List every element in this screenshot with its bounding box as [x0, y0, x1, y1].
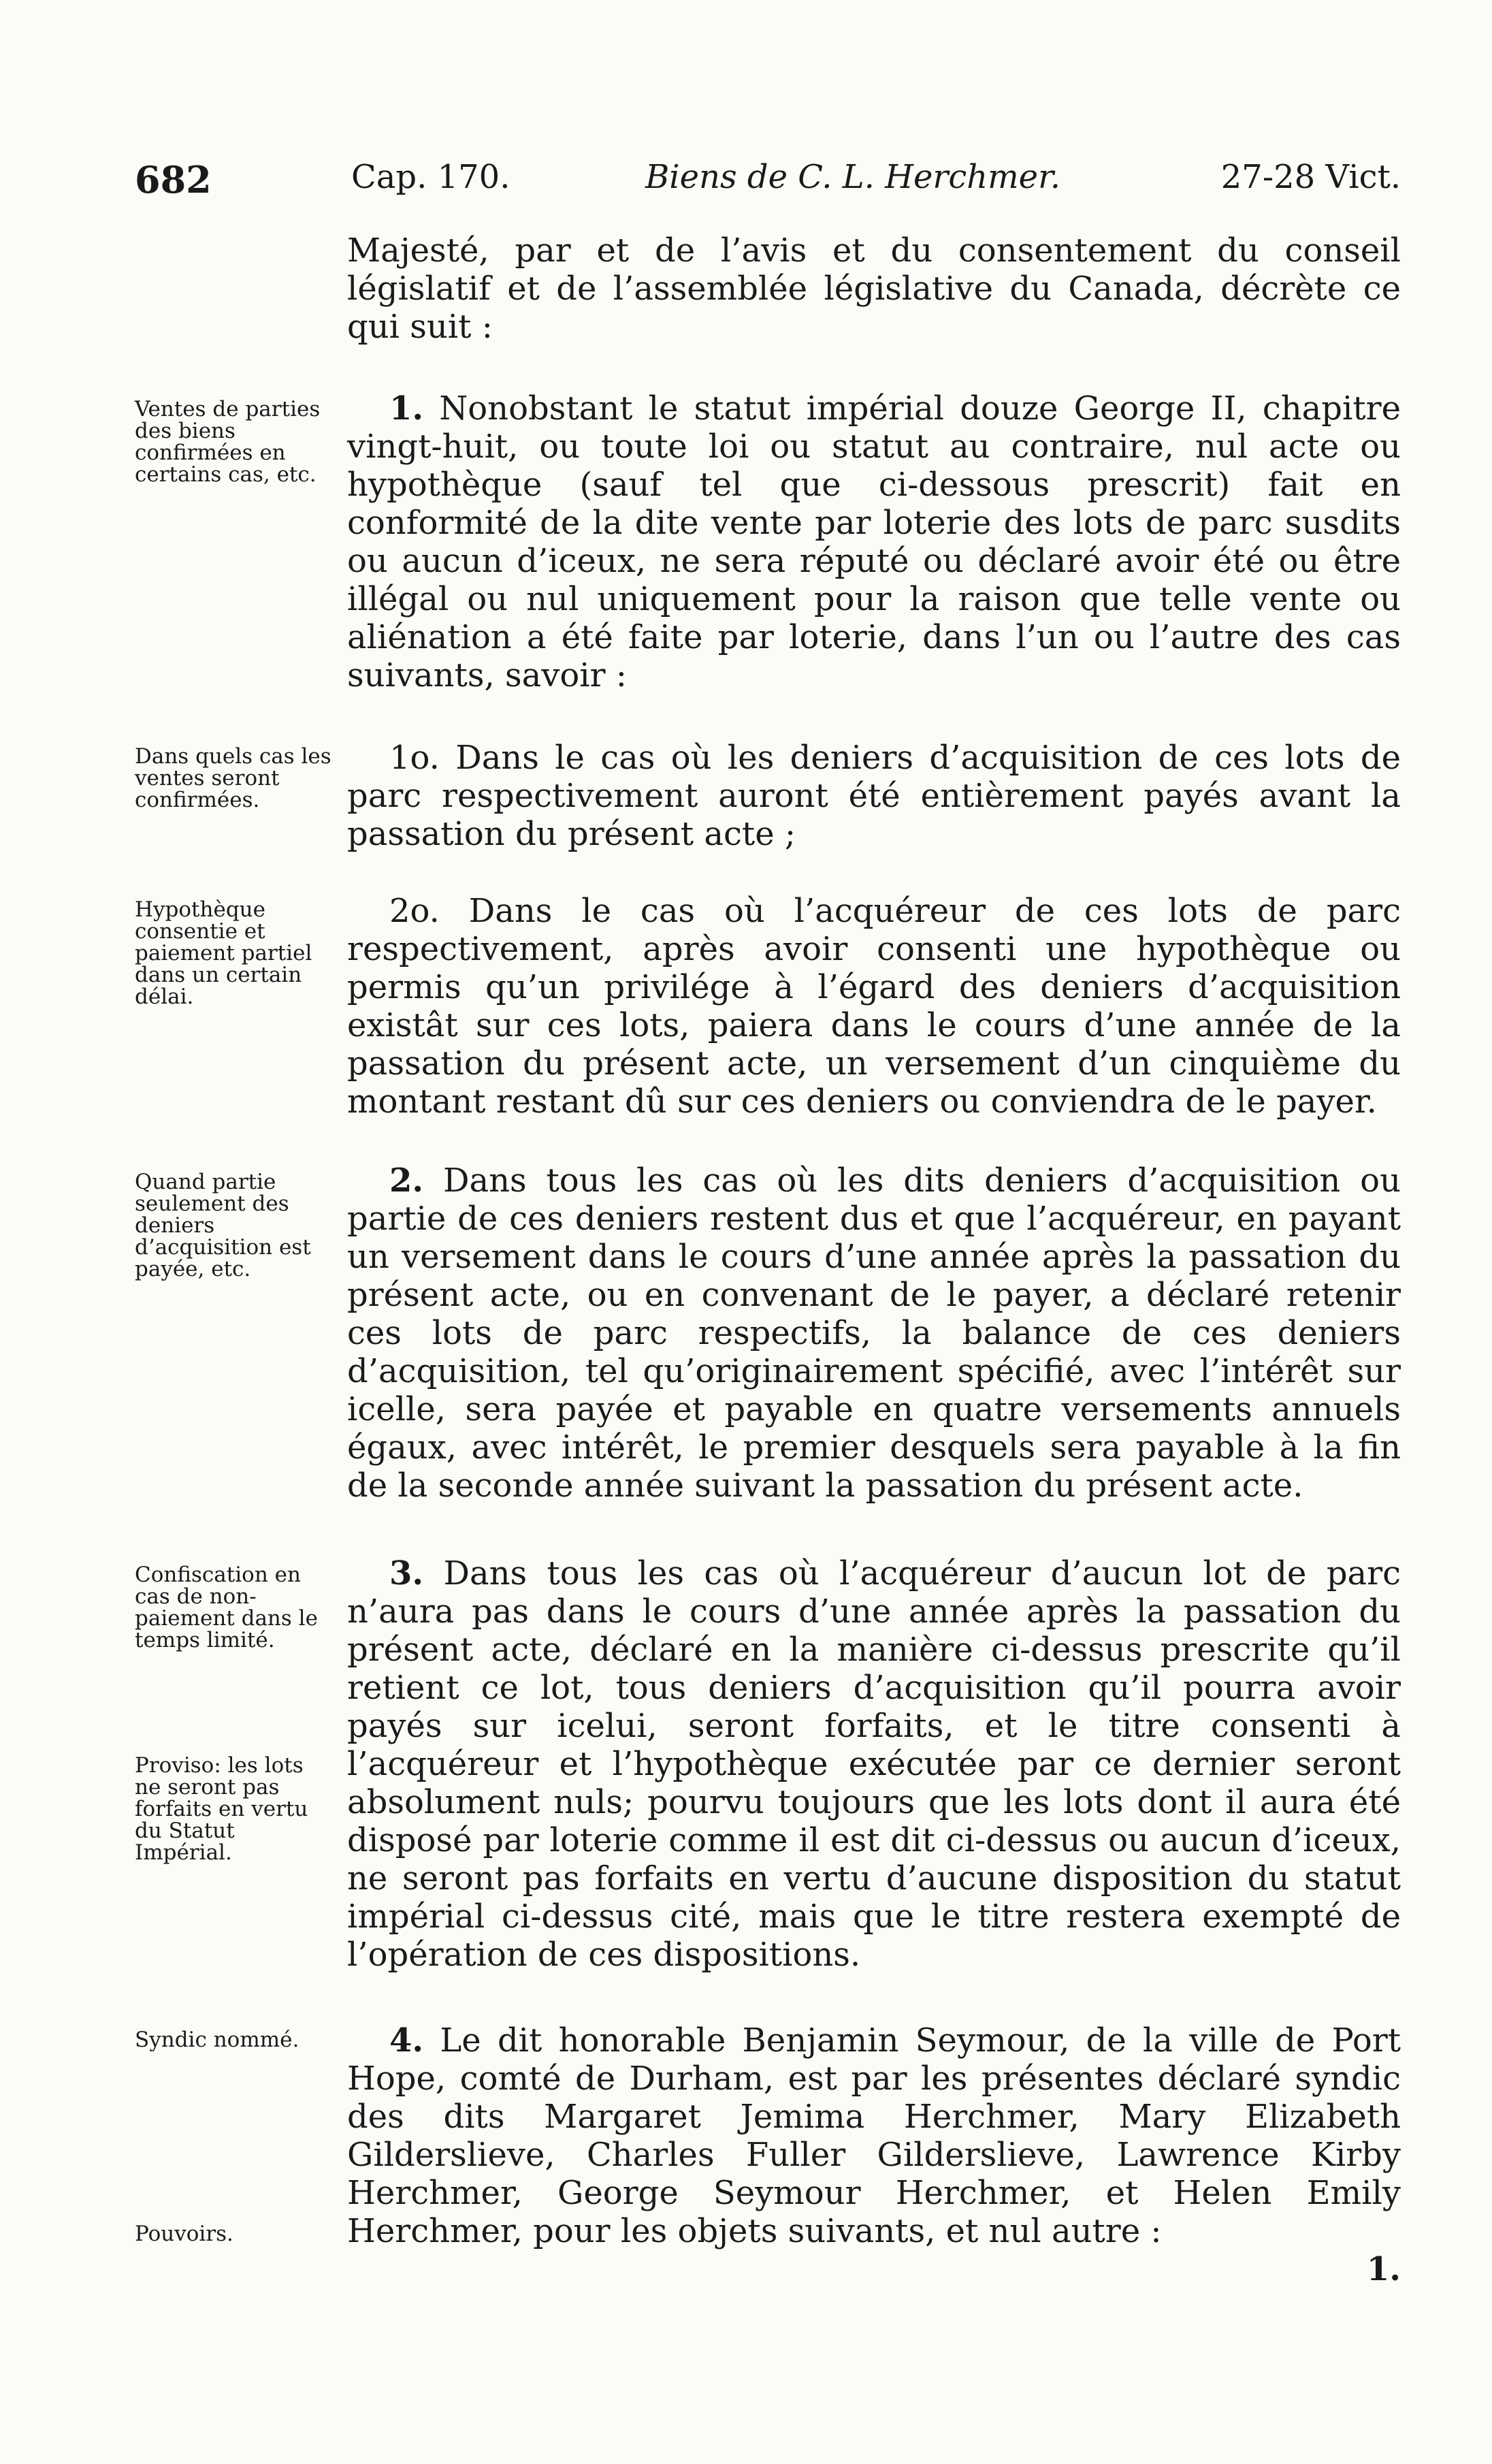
section-2 [347, 1162, 1401, 1505]
section-1-2o [347, 892, 1401, 1121]
section-text: Dans le cas où les deniers d’acquisition de ces lots de parc respectivement auront été entièrement payés avant la passation du présent acte ; [347, 739, 1401, 853]
margin-note: Quand partie seulement des deniers d’acquisition est payée, etc. [135, 1170, 311, 1281]
section-4 [347, 2021, 1401, 2250]
margin-note: Ventes de parties des biens confirmées en certains cas, etc. [135, 397, 321, 487]
running-header [135, 158, 1401, 219]
section-text: Dans le cas où l’acquéreur de ces lots de parc respectivement, après avoir consenti une hypothèque ou permis qu’un privilége à l’égard des deniers d’acquisition existât sur ces lots, paiera dans le cours d’une année de la passation du présent acte, un versement d’un cinquième du montant restant dû sur ces deniers ou conviendra de le payer. [347, 892, 1401, 1121]
section-number: 3. [389, 1554, 424, 1593]
section-number: 4. [389, 2021, 424, 2060]
running-title: Biens de C. L. Herchmer. [645, 158, 1061, 196]
section-1 [347, 389, 1401, 694]
margin-note: Hypothèque consentie et paiement partiel dans un certain délai. [135, 897, 312, 1009]
section-number: 1. [389, 389, 424, 428]
chapter-label: Cap. 170. [351, 158, 510, 196]
section-number: 1o. [389, 739, 440, 777]
section-text: Nonobstant le statut impérial douze George II, chapitre vingt-huit, ou toute loi ou statut au contraire, nul acte ou hypothèque (sauf tel que ci-dessous prescrit) fait en conformité de la dite vente par loterie des lots de parc susdits ou aucun d’iceux, ne sera réputé ou déclaré avoir été ou être illégal ou nul uniquement pour la raison que telle vente ou aliénation a été faite par loterie, dans l’un ou l’autre des cas suivants, savoir : [347, 389, 1401, 694]
regnal-year: 27-28 Vict. [1220, 158, 1401, 196]
page-number: 682 [135, 158, 212, 202]
margin-note: Proviso: les lots ne seront pas forfaits en vertu du Statut Impérial. [135, 1753, 308, 1865]
catchword: 1. [1366, 2250, 1401, 2288]
margin-note: Pouvoirs. [135, 2222, 233, 2246]
margin-note: Dans quels cas les ventes seront confirmées. [135, 744, 331, 812]
margin-note: Confiscation en cas de non-paiement dans le temps limité. [135, 1563, 318, 1652]
preamble-end: Majesté, par et de l’avis et du consentement du conseil législatif et de l’assemblée législative du Canada, décrète ce qui suit : [347, 231, 1401, 346]
margin-note: Syndic nommé. [135, 2028, 299, 2052]
section-1-1o [347, 739, 1401, 853]
section-text: Le dit honorable Benjamin Seymour, de la ville de Port Hope, comté de Durham, est par les présentes déclaré syndic des dits Margaret Jemima Herchmer, Mary Elizabeth Gilderslieve, Charles Fuller Gilderslieve, Lawrence Kirby Herchmer, George Seymour Herchmer, et Helen Emily Herchmer, pour les objets suivants, et nul autre : [347, 2021, 1401, 2250]
section-text: Dans tous les cas où l’acquéreur d’aucun lot de parc n’aura pas dans le cours d’une année après la passation du présent acte, déclaré en la manière ci-dessus prescrite qu’il retient ce lot, tous deniers d’acquisition qu’il pourra avoir payés sur icelui, seront forfaits, et le titre consenti à l’acquéreur et l’hypothèque exécutée par ce dernier seront absolument nuls; pourvu toujours que les lots dont il aura été disposé par loterie comme il est dit ci-dessus ou aucun d’iceux, ne seront pas forfaits en vertu d’aucune disposition du statut impérial ci-dessus cité, mais que le titre restera exempté de l’opération de ces dispositions. [347, 1554, 1401, 1974]
section-3 [347, 1554, 1401, 1974]
section-text: Dans tous les cas où les dits deniers d’acquisition ou partie de ces deniers restent dus et que l’acquéreur, en payant un versement dans le cours d’une année après la passation du présent acte, ou en convenant de le payer, a déclaré retenir ces lots de parc respectifs, la balance de ces deniers d’acquisition, tel qu’originairement spécifié, avec l’intérêt sur icelle, sera payée et payable en quatre versements annuels égaux, avec intérêt, le premier desquels sera payable à la fin de la seconde année suivant la passation du présent acte. [347, 1162, 1401, 1505]
section-number: 2o. [389, 892, 440, 930]
section-number: 2. [389, 1162, 424, 1200]
